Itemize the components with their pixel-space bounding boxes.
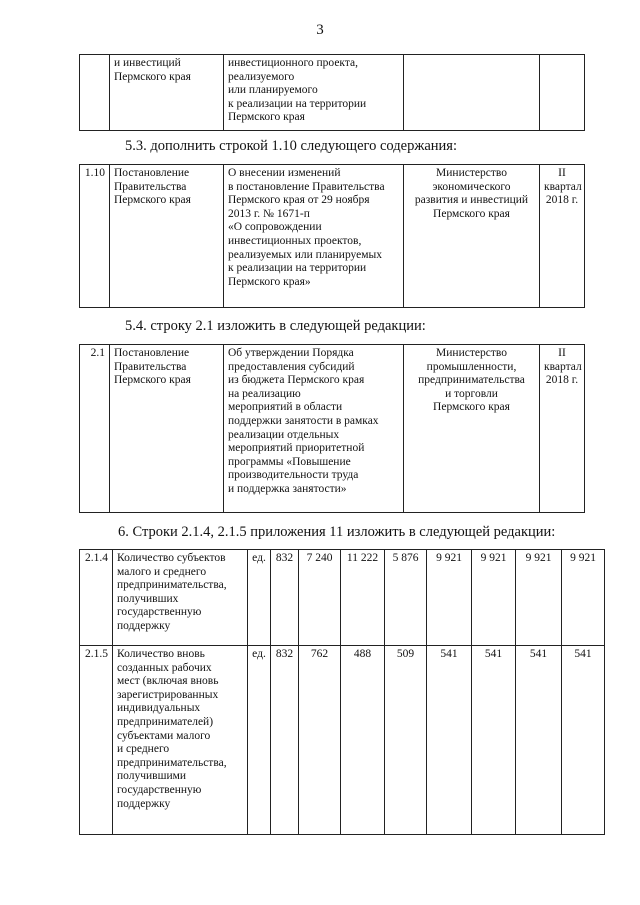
responsible: Министерство экономического развития и инвестиций Пермского края [404,165,540,308]
indicator-unit: ед. [248,550,271,646]
row-number: 1.10 [80,165,110,308]
table-row [80,345,585,513]
document-title: О внесении изменений в постановление Правительства Пермского края от 29 ноября 2013 г. № 1671-п «О сопровождении инвестиционных проектов, реализуемых или планируемых к реализации на территории Пермского края» [224,165,404,308]
deadline [540,55,585,131]
indicator-value: 832 [271,646,299,835]
page-number: 3 [316,22,324,38]
row-1-10-table [79,164,585,308]
responsible [404,55,540,131]
deadline: II квартал 2018 г. [540,165,585,308]
row-number: 2.1 [80,345,110,513]
document-title: инвестиционного проекта, реализуемого или планируемого к реализации на территории Пермского края [224,55,404,131]
row-2-1-table [79,344,585,513]
indicator-name: Количество субъектов малого и среднего предпринимательства, получивших государственную поддержку [113,550,248,646]
indicator-value: 7 240 [299,550,341,646]
section-heading-5-3: 5.3. дополнить строкой 1.10 следующего содержания: [125,138,457,154]
indicator-value: 11 222 [341,550,385,646]
indicator-number: 2.1.5 [80,646,113,835]
indicator-value: 9 921 [562,550,605,646]
indicators-table [79,549,605,835]
indicator-value: 762 [299,646,341,835]
indicator-value: 541 [427,646,472,835]
indicator-value: 541 [472,646,516,835]
document-type: и инвестиций Пермского края [110,55,224,131]
table-row [80,550,605,646]
document-title: Об утверждении Порядка предоставления субсидий из бюджета Пермского края на реализацию мероприятий в области поддержки занятости в рамках реализации отдельных мероприятий приоритетной программы «Повышение производительности труда и поддержка занятости» [224,345,404,513]
document-type: Постановление Правительства Пермского края [110,165,224,308]
indicator-value: 832 [271,550,299,646]
indicator-value: 9 921 [516,550,562,646]
indicator-unit: ед. [248,646,271,835]
indicator-value: 541 [516,646,562,835]
indicator-value: 9 921 [427,550,472,646]
section-heading-6: 6. Строки 2.1.4, 2.1.5 приложения 11 изложить в следующей редакции: [118,524,556,540]
document-type: Постановление Правительства Пермского края [110,345,224,513]
table-row [80,55,585,131]
indicator-value: 9 921 [472,550,516,646]
table-row [80,646,605,835]
indicator-name: Количество вновь созданных рабочих мест (включая вновь зарегистрированных индивидуальных предпринимателей) субъектами малого и среднего предпринимательства, получившими государственную поддержку [113,646,248,835]
deadline: II квартал 2018 г. [540,345,585,513]
indicator-value: 488 [341,646,385,835]
row-number [80,55,110,131]
indicator-value: 5 876 [385,550,427,646]
table-row [80,165,585,308]
indicator-value: 541 [562,646,605,835]
indicator-number: 2.1.4 [80,550,113,646]
continuation-table [79,54,585,131]
section-heading-5-4: 5.4. строку 2.1 изложить в следующей редакции: [125,318,426,334]
indicator-value: 509 [385,646,427,835]
responsible: Министерство промышленности, предпринимательства и торговли Пермского края [404,345,540,513]
